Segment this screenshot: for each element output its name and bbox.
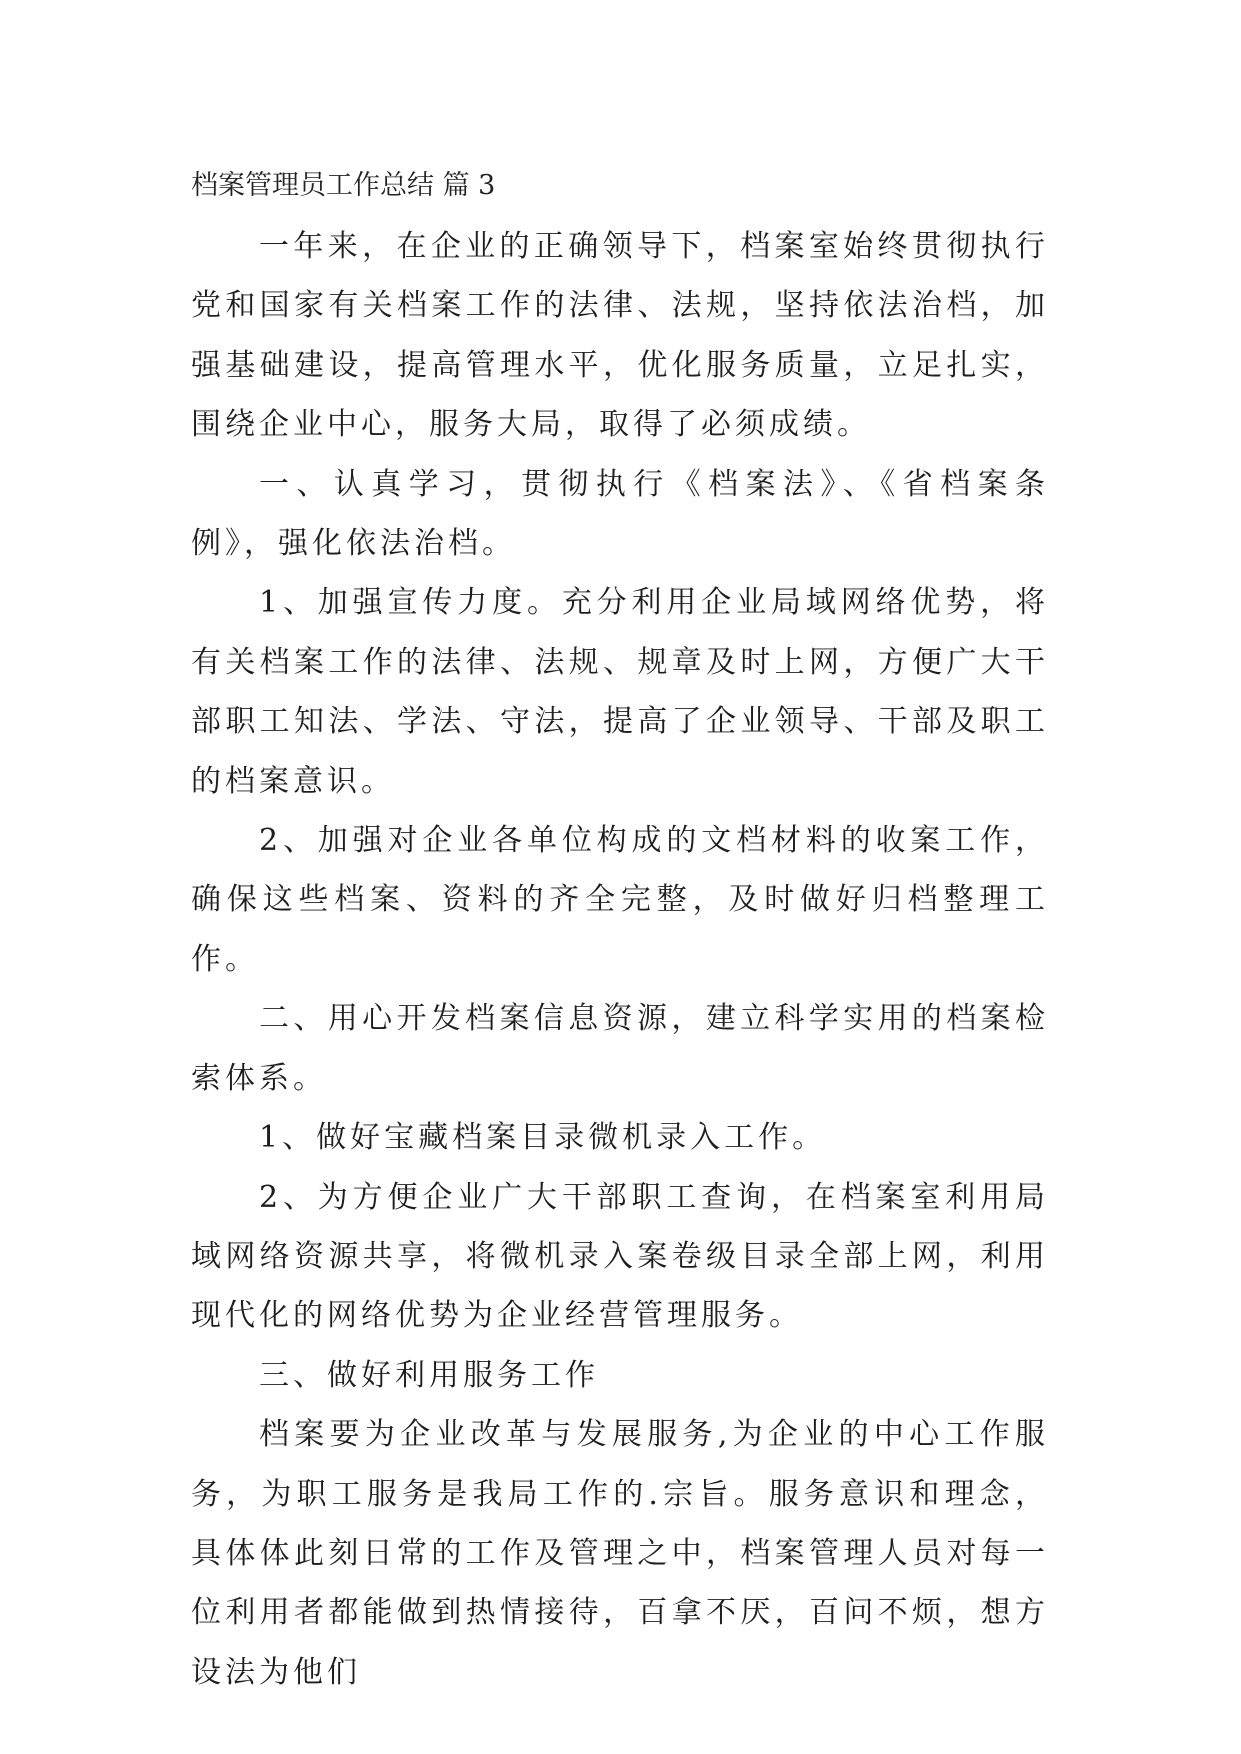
- paragraph-section-1-item-2: 2、加强对企业各单位构成的文档材料的收案工作，确保这些档案、资料的齐全完整，及时做好归档整理工作。: [191, 823, 1049, 977]
- paragraph-intro: 一年来，在企业的正确领导下，档案室始终贯彻执行党和国家有关档案工作的法律、法规，坚持依法治档，加强基础建设，提高管理水平，优化服务质量，立足扎实，围绕企业中心，服务大局，取得了必须成绩。: [191, 229, 1049, 443]
- paragraph-section-1-item-1: 1、加强宣传力度。充分利用企业局域网络优势，将有关档案工作的法律、法规、规章及时上网，方便广大干部职工知法、学法、守法，提高了企业领导、干部及职工的档案意识。: [191, 585, 1049, 799]
- paragraph-section-2-item-1: 1、做好宝藏档案目录微机录入工作。: [259, 1120, 827, 1156]
- document-title: 档案管理员工作总结 篇 3: [191, 170, 496, 201]
- paragraph-section-2-heading: 二、用心开发档案信息资源，建立科学实用的档案检索体系。: [191, 1001, 1049, 1096]
- paragraph-section-3-body: 档案要为企业改革与发展服务,为企业的中心工作服务，为职工服务是我局工作的.宗旨。服务意识和理念，具体体此刻日常的工作及管理之中，档案管理人员对每一位利用者都能做到热情接待，百拿不厌，百问不烦，想方设法为他们: [191, 1417, 1049, 1690]
- paragraph-section-3-heading: 三、做好利用服务工作: [259, 1357, 599, 1393]
- paragraph-section-2-item-2: 2、为方便企业广大干部职工查询，在档案室利用局域网络资源共享，将微机录入案卷级目录全部上网，利用现代化的网络优势为企业经营管理服务。: [191, 1179, 1049, 1334]
- document-body: [191, 217, 1049, 1702]
- paragraph-section-1-heading: 一、认真学习，贯彻执行《档案法》、《省档案条例》，强化依法治档。: [191, 466, 1049, 562]
